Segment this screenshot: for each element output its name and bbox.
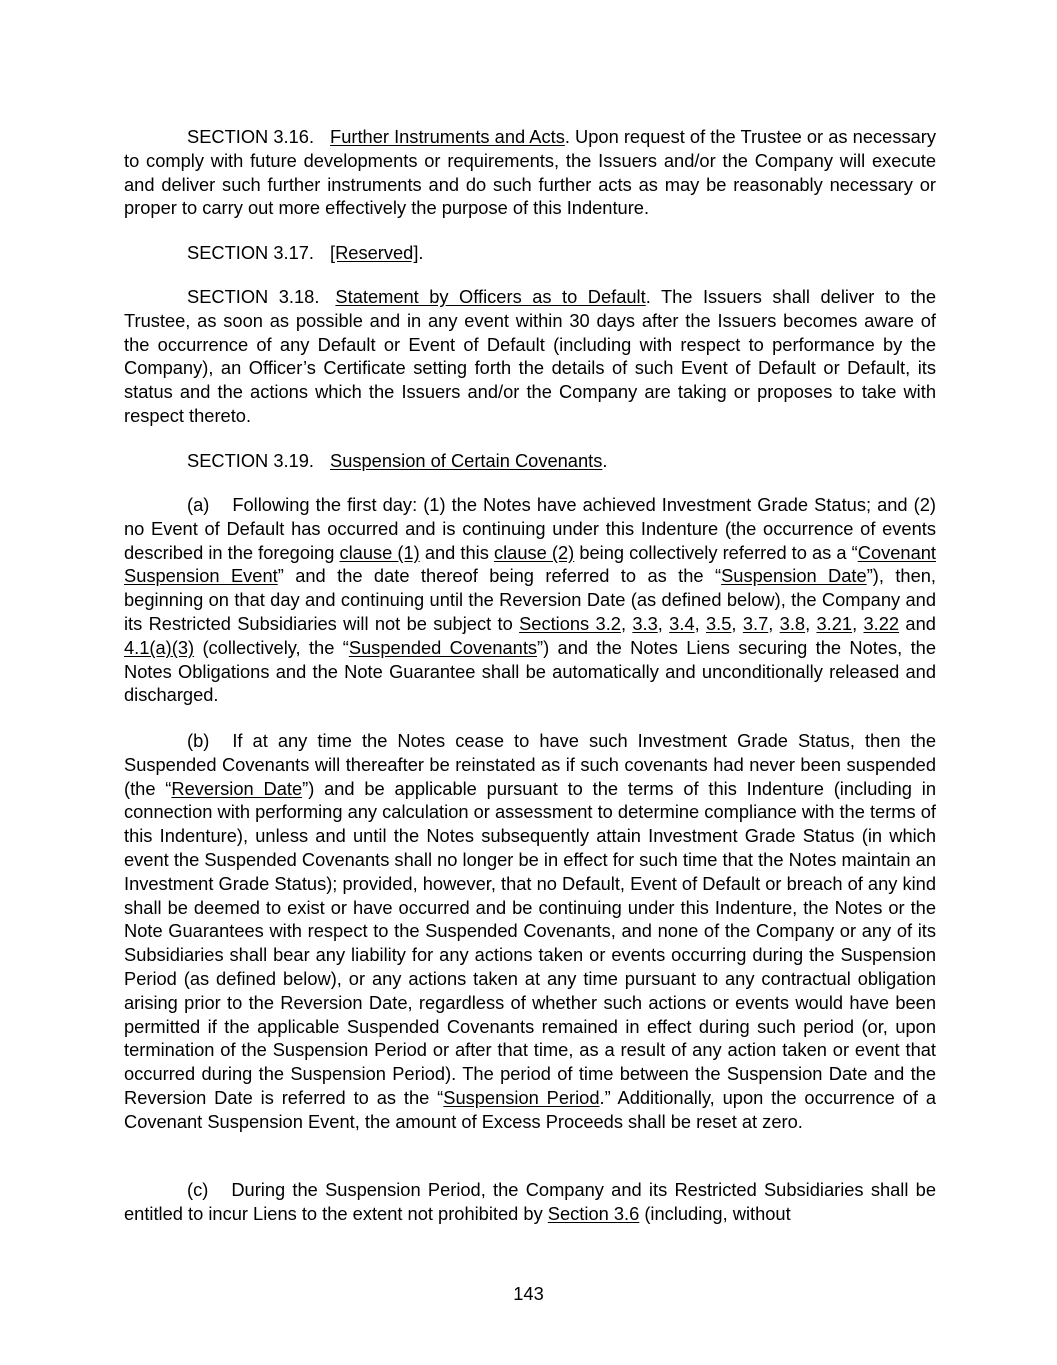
section-ref: 3.22 (863, 612, 900, 634)
section-3-16-paragraph (124, 125, 936, 220)
section-ref: 3.21 (816, 612, 853, 634)
defined-term: Reversion Date (171, 777, 303, 799)
section-number: SECTION 3.16. (187, 126, 315, 147)
section-text: . (418, 242, 424, 263)
text-run: Following the first day: (1) the Notes have achieved Investment Grade Status; and (2) no Event of Default has occurred and is continuing under this Indenture (the occurrence of events described in the foregoing (124, 494, 936, 563)
defined-term: Covenant Suspension Event (124, 541, 937, 587)
section-ref: 3.3 (632, 612, 658, 634)
page-number: 143 (513, 1283, 544, 1304)
text-run: , (694, 612, 706, 634)
section-ref: Sections 3.2 (519, 612, 621, 634)
section-title: Further Instruments and Acts (330, 126, 565, 147)
section-ref: 4.1(a)(3) (124, 636, 195, 658)
section-text: . Upon request of the Trustee or as necessary to comply with future developments or requirements, the Issuers and/or the Company will execute and deliver such further instruments and do such further acts as may be reasonably necessary or proper to carry out more effectively the purpose of this Indenture. (124, 126, 936, 219)
text-run: , (768, 612, 780, 634)
section-ref: Section 3.6 (547, 1202, 640, 1224)
section-3-17-paragraph (124, 241, 936, 265)
section-title: Statement by Officers as to Default (335, 286, 646, 307)
section-text: . The Issuers shall deliver to the Trustee, as soon as possible and in any event within 30 days after the Issuers becomes aware of the occurrence of any Default or Event of Default (including with respect to performance by the Company), an Officer’s Certificate setting forth the details of such Event of Default or Default, its status and the actions which the Issuers and/or the Company are taking or proposes to take with respect thereto. (124, 286, 937, 426)
section-number: SECTION 3.19. (187, 450, 314, 471)
section-title: [Reserved] (330, 242, 419, 263)
defined-term: Suspension Period (443, 1086, 600, 1108)
text-run: If at any time the Notes cease to have such Investment Grade Status, then the Suspended Covenants will thereafter be reinstated as if such covenants had never been suspended (the “ (124, 730, 936, 799)
paragraph-label: (b) (187, 730, 210, 751)
text-run: ”) and the Notes Liens securing the Notes, the Notes Obligations and the Note Guarantee shall be automatically and unconditionally released and discharged. (124, 636, 937, 706)
section-title: Suspension of Certain Covenants (330, 450, 603, 471)
clause-2-ref: clause (2) (493, 541, 575, 563)
defined-term: Suspended Covenants (348, 636, 538, 658)
section-3-18-paragraph (124, 285, 936, 428)
text-run: and this (419, 541, 494, 563)
text-run: (collectively, the “ (194, 636, 349, 658)
defined-term: Suspension Date (721, 565, 867, 587)
text-run: and (899, 612, 936, 634)
paragraph-label: (a) (187, 494, 210, 515)
section-ref: 3.5 (706, 612, 732, 634)
text-run: , (805, 612, 817, 634)
clause-1-ref: clause (1) (339, 541, 420, 563)
text-run: (including, without (639, 1202, 791, 1224)
paragraph-a (124, 493, 936, 707)
paragraph-c (124, 1178, 936, 1226)
text-run: , (731, 612, 743, 634)
paragraph-b (124, 729, 936, 1134)
text-run: , (852, 612, 864, 634)
section-number: SECTION 3.18. (187, 286, 320, 307)
text-run: ”) and be applicable pursuant to the terms of this Indenture (including in connection with performing any calculation or assessment to determine compliance with the terms of this Indenture), unless and until the Notes subsequently attain Investment Grade Status (in which event the Suspended Covenants shall no longer be in effect for such time that the Notes maintain an Investment Grade Status); provided, however, that no Default, Event of Default or breach of any kind shall be deemed to exist or have occurred and be continuing under this Indenture, the Notes or the Note Guarantees with respect to the Suspended Covenants, and none of the Company or any of its Subsidiaries shall bear any liability for any actions taken or events occurring during the Suspension Period (as defined below), or any actions taken at any time pursuant to any contractual obligation arising prior to the Reversion Date, regardless of whether such actions or events would have been permitted if the applicable Suspended Covenants remained in effect during such period (or, upon termination of the Suspension Period or after that time, as a result of any action taken or event that occurred during the Suspension Period). The period of time between the Suspension Date and the Reversion Date is referred to as the “ (124, 777, 936, 1108)
section-ref: 3.7 (742, 612, 769, 634)
paragraph-label: (c) (187, 1179, 209, 1200)
text-run: ”), then, beginning on that day and continuing until the Reversion Date (as defined below), the Company and its Restricted Subsidiaries will not be subject to (124, 565, 937, 634)
text-run: .” Additionally, upon the occurrence of a Covenant Suspension Event, the amount of Excess Proceeds shall be reset at zero. (124, 1086, 936, 1132)
section-number: SECTION 3.17. (187, 242, 314, 263)
section-3-19-paragraph (124, 449, 936, 473)
text-run: being collectively referred to as a “ (574, 541, 858, 563)
text-run: ” and the date thereof being referred to as the “ (277, 565, 722, 587)
text-run: , (657, 612, 670, 634)
section-ref: 3.4 (669, 612, 695, 634)
text-run: , (620, 612, 633, 634)
section-ref: 3.8 (779, 612, 806, 634)
section-text: . (602, 450, 608, 471)
text-run: During the Suspension Period, the Company and its Restricted Subsidiaries shall be entitled to incur Liens to the extent not prohibited by (124, 1179, 936, 1224)
